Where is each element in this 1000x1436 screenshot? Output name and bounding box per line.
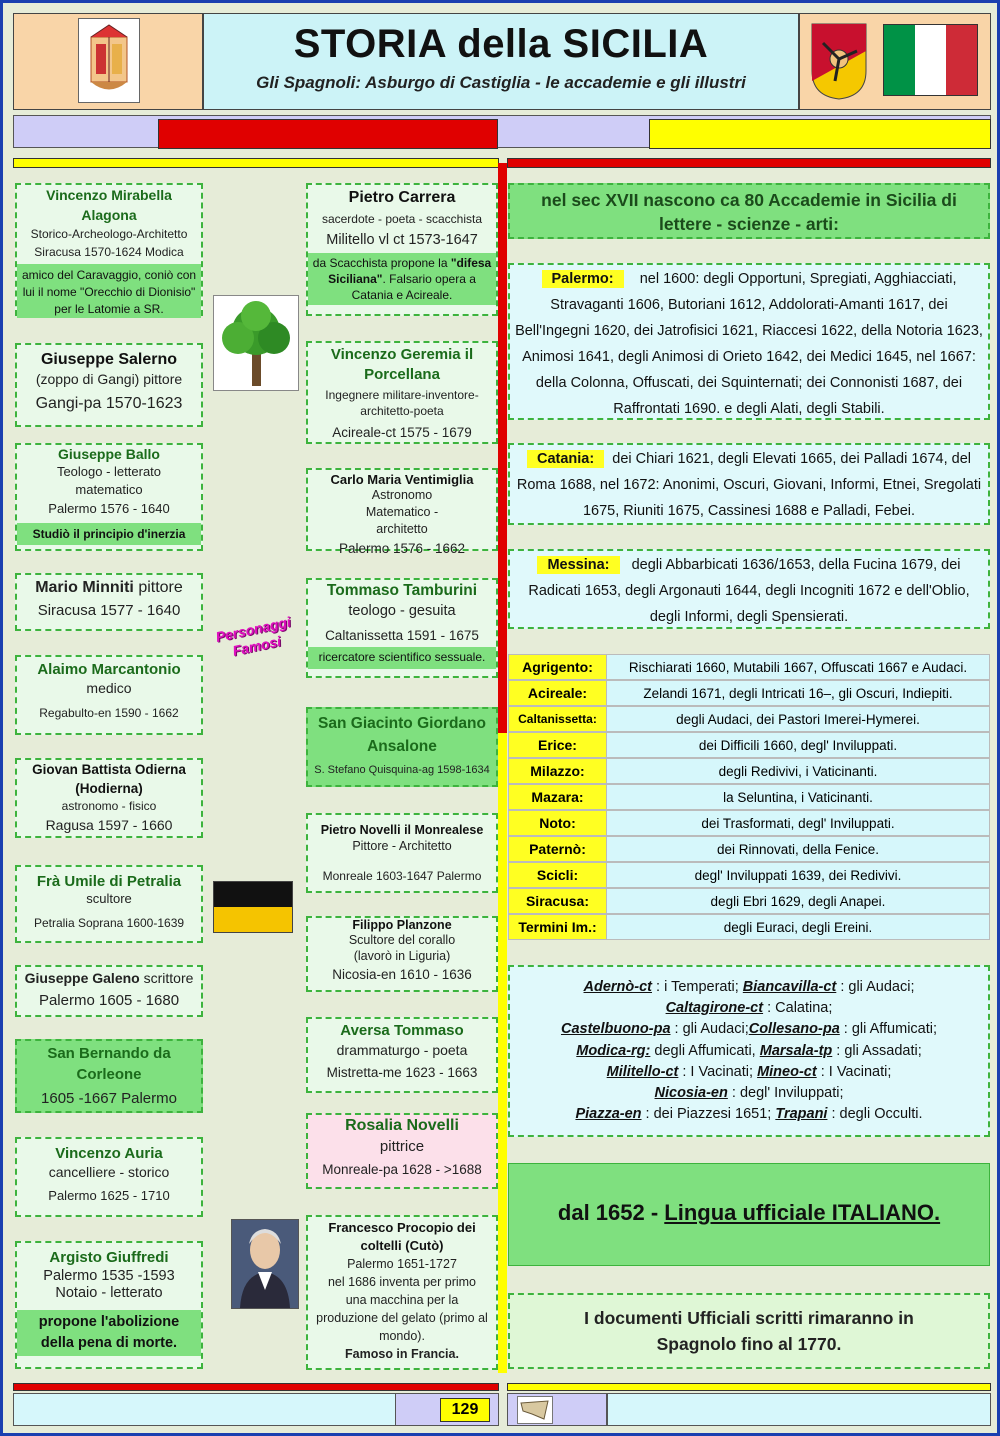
city-row — [508, 706, 990, 732]
decor-rule-right — [507, 158, 991, 168]
person-name: Mario Minniti — [35, 579, 134, 596]
town-accademie: : gli Assadati; — [832, 1042, 922, 1059]
city-accademie: la Seluntina, i Vaticinanti. — [607, 785, 989, 809]
person-dates: Palermo 1605 - 1680 — [38, 992, 180, 1009]
person-role: Astronomo Matematico - architetto — [365, 488, 439, 536]
person-role: Storico-Archeologo-Architetto — [30, 227, 188, 241]
person-card-salerno — [15, 343, 203, 427]
decor-divider-lower — [498, 733, 507, 1373]
town-name: Biancavilla-ct — [742, 979, 837, 995]
person-role: scultore — [86, 891, 132, 906]
city-name: Agrigento: — [509, 655, 607, 679]
city-accademie: dei Difficili 1660, degl' Inviluppati. — [607, 733, 989, 757]
towns-line — [510, 1062, 988, 1083]
person-card-carrera — [306, 183, 498, 316]
person-line — [17, 579, 201, 597]
person-dates: Acireale-ct 1575 - 1679 — [332, 425, 472, 440]
person-role: teologo - gesuita — [348, 603, 456, 619]
town-name: Caltagirone-ct — [665, 1000, 764, 1017]
town-accademie: : gli Affumicati; — [839, 1021, 938, 1038]
towns-line — [510, 977, 988, 998]
person-role: scrittore — [143, 970, 194, 986]
person-name: Pietro Novelli il Monrealese — [320, 823, 484, 837]
decor-yellow-block — [649, 119, 991, 149]
city-accademie: degli Redivivi, i Vaticinanti. — [607, 759, 989, 783]
footer-rule-right — [507, 1383, 991, 1391]
person-dates: Palermo 1576 - 1662 — [338, 541, 466, 556]
person-note: ricercatore scientifico sessuale. — [308, 647, 496, 669]
person-role: cancelliere - storico — [48, 1164, 170, 1180]
person-note — [308, 253, 496, 305]
town-name: Trapani — [775, 1106, 828, 1123]
town-accademie: : gli Audaci; — [836, 979, 915, 995]
person-card-ansalone — [306, 707, 498, 787]
messina-label: Messina: — [537, 556, 619, 574]
person-card-giuffredi — [15, 1241, 203, 1369]
person-card-procopio — [306, 1215, 498, 1370]
messina-box — [508, 549, 990, 629]
person-name: Giuseppe Salerno — [40, 351, 178, 368]
person-card-novelli — [306, 813, 498, 893]
city-accademie: degl' Inviluppati 1639, dei Redivivi. — [607, 863, 989, 887]
person-role: Pittore - Architetto — [352, 839, 452, 853]
city-row — [508, 862, 990, 888]
town-accademie: : I Vacinati; — [816, 1063, 892, 1080]
person-note: propone l'abolizione della pena di morte. — [17, 1310, 201, 1356]
person-role: pittrice — [379, 1138, 425, 1155]
person-name: San Giacinto Giordano Ansalone — [318, 715, 486, 755]
person-dates: Petralia Soprana 1600-1639 — [33, 916, 185, 930]
person-name: Rosalia Novelli — [345, 1117, 459, 1134]
person-name: Pietro Carrera — [348, 189, 456, 206]
person-dates: 1605 -1667 Palermo — [41, 1090, 177, 1107]
towns-line — [510, 1041, 988, 1062]
city-name: Acireale: — [509, 681, 607, 705]
catania-box — [508, 443, 990, 525]
city-name: Siracusa: — [509, 889, 607, 913]
documenti-box — [508, 1293, 990, 1369]
person-dates: Gangi-pa 1570-1623 — [35, 395, 183, 412]
town-accademie: : degli Occulti. — [827, 1106, 923, 1123]
city-row — [508, 758, 990, 784]
person-card-auria — [15, 1137, 203, 1217]
towns-line — [510, 1019, 988, 1040]
person-note: Studiò il principio d'inerzia — [17, 523, 201, 545]
person-card-odierna — [15, 758, 203, 838]
towns-line — [510, 1083, 988, 1104]
sicily-map-icon — [517, 1396, 553, 1424]
person-desc: nel 1686 inventa per primo una macchina per la produzione del gelato (primo al mondo). — [316, 1275, 488, 1343]
person-note: Famoso in Francia. — [345, 1347, 459, 1361]
town-name: Castelbuono-pa — [560, 1021, 671, 1038]
lingua-line — [509, 1198, 989, 1228]
messina-text: degli Abbarbicati 1636/1653, della Fucina 1679, dei Radicati 1653, degli Argonauti 1644, degli Incogniti 1672 e dell'Oblio, degli Informi, degli Spensierati. — [528, 557, 970, 625]
person-dates: Siracusa 1577 - 1640 — [37, 602, 181, 619]
town-accademie: : gli Audaci; — [670, 1021, 749, 1038]
footer-bar-right — [607, 1393, 991, 1426]
person-name: San Bernando da Corleone — [47, 1045, 171, 1083]
lingua-prefix: dal 1652 - — [557, 1200, 665, 1225]
town-accademie: : I Vacinati; — [678, 1063, 758, 1080]
person-name: Francesco Procopio dei coltelli (Cutò) — [328, 1220, 476, 1253]
person-role: Scultore del corallo (lavorò in Liguria) — [348, 933, 456, 963]
person-card-bernardo — [15, 1039, 203, 1113]
person-dates: Palermo 1651-1727 — [347, 1257, 457, 1271]
city-accademie: dei Rinnovati, della Fenice. — [607, 837, 989, 861]
city-row — [508, 810, 990, 836]
person-name: Giuseppe Galeno — [24, 970, 140, 986]
italian-flag-icon — [883, 24, 978, 96]
person-role: medico — [86, 680, 132, 696]
city-row — [508, 914, 990, 940]
accademie-heading-box — [508, 183, 990, 239]
person-role: (zoppo di Gangi) pittore — [35, 371, 183, 387]
person-name: Argisto Giuffredi — [49, 1249, 169, 1266]
city-name: Paternò: — [509, 837, 607, 861]
person-dates: Ragusa 1597 - 1660 — [45, 817, 173, 833]
catania-label: Catania: — [527, 450, 604, 468]
page-number: 129 — [440, 1398, 490, 1422]
catania-text: dei Chiari 1621, degli Elevati 1665, dei Palladi 1674, del Roma 1688, nel 1672: Anonimi, Oscuri, Giovani, Informi, Etnei, Sregolati 1675, Riuniti 1675, Cassinesi 1688 e Palladi, Febei. — [516, 451, 982, 519]
town-name: Militello-ct — [606, 1063, 679, 1080]
decor-divider-upper — [498, 163, 507, 733]
person-role: pittore — [138, 579, 183, 596]
person-dates: Monreale 1603-1647 Palermo — [322, 869, 482, 883]
person-name: Carlo Maria Ventimiglia — [330, 472, 474, 487]
person-dates: Palermo 1535 -1593 — [43, 1268, 175, 1284]
towns-box — [508, 965, 990, 1137]
title-box — [203, 13, 799, 110]
towns-line — [510, 998, 988, 1019]
person-dates: Nicosia-en 1610 - 1636 — [332, 967, 472, 982]
accademie-heading: nel sec XVII nascono ca 80 Accademie in Sicilia di lettere - scienze - arti: — [541, 190, 957, 234]
person-role: astronomo - fisico — [61, 799, 157, 813]
person-note-c: . Falsario opera a Catania e Acireale. — [351, 272, 476, 302]
person-dates: S. Stefano Quisquina-ag 1598-1634 — [314, 764, 490, 776]
person-dates: Militello vl ct 1573-1647 — [326, 232, 478, 248]
person-card-mirabella — [15, 183, 203, 316]
person-role: Teologo - letterato matematico — [56, 464, 162, 497]
person-role: Notaio - letterato — [55, 1285, 163, 1301]
person-name: Giuseppe Ballo — [58, 446, 160, 462]
person-dates: Caltanissetta 1591 - 1675 — [325, 628, 479, 643]
person-card-geremia — [306, 341, 498, 444]
person-name: Giovan Battista Odierna (Hodierna) — [32, 762, 186, 796]
city-accademie: Zelandi 1671, degli Intricati 16–, gli Oscuri, Indiepiti. — [607, 681, 989, 705]
lingua-text: Lingua ufficiale ITALIANO. — [664, 1200, 941, 1225]
person-line — [17, 970, 201, 986]
person-card-rosalia — [306, 1113, 498, 1189]
person-dates: Regabulto-en 1590 - 1662 — [39, 706, 179, 720]
person-name: Vincenzo Auria — [55, 1145, 163, 1162]
person-card-galeno — [15, 965, 203, 1017]
city-accademie: degli Audaci, dei Pastori Imerei-Hymerei. — [607, 707, 989, 731]
person-role: drammaturgo - poeta — [336, 1042, 468, 1058]
person-note: amico del Caravaggio, coniò con lui il nome "Orecchio di Dionisio" per le Latomie a SR. — [17, 264, 201, 318]
person-card-aversa — [306, 1017, 498, 1093]
town-accademie: : i Temperati; — [652, 979, 743, 995]
documenti-text: I documenti Ufficiali scritti rimaranno in Spagnolo fino al 1770. — [584, 1308, 914, 1354]
person-card-planzone — [306, 916, 498, 992]
portrait-image — [231, 1219, 299, 1309]
person-name: Filippo Planzone — [352, 918, 452, 932]
city-row — [508, 836, 990, 862]
person-name: Aversa Tommaso — [340, 1022, 464, 1039]
person-card-tamburini — [306, 578, 498, 678]
town-accademie: : dei Piazzesi 1651; — [641, 1106, 776, 1123]
person-note-a: da Scacchista propone la — [312, 256, 451, 270]
town-name: Marsala-tp — [759, 1042, 833, 1059]
city-name: Termini Im.: — [509, 915, 607, 939]
person-dates: Monreale-pa 1628 - >1688 — [322, 1162, 482, 1177]
page-title: STORIA della SICILIA — [293, 22, 709, 66]
city-accademie: Rischiarati 1660, Mutabili 1667, Offuscati 1667 e Audaci. — [607, 655, 989, 679]
page-subtitle: Gli Spagnoli: Asburgo di Castiglia - le accademie e gli illustri — [256, 73, 746, 92]
person-card-marcantonio — [15, 655, 203, 735]
decor-red-block — [158, 119, 498, 149]
town-name: Mineo-ct — [757, 1063, 817, 1080]
town-name: Nicosia-en — [654, 1085, 728, 1102]
coat-of-arms-icon — [78, 18, 140, 103]
person-card-petralia — [15, 865, 203, 943]
footer-rule-left — [13, 1383, 499, 1391]
city-name: Milazzo: — [509, 759, 607, 783]
palermo-text: nel 1600: degli Opportuni, Spregiati, Agghiacciati, Stravaganti 1606, Butoriani 1612, Addolorati-Amanti 1617, dei Bell'Ingegni 1620, dei Jatrofisici 1621, Riaccesi 1622, della Notoria 1623, Animosi 1641, degli Animosi di Orieto 1642, dei Medici 1645, nel 1667: della Colonna, Offuscati, dei Squinternati; dei Connonisti 1687, dei Raffrontati 1690. e degli Alati, degli Stabili. — [515, 271, 983, 417]
person-card-ballo — [15, 443, 203, 551]
person-dates: Palermo 1625 - 1710 — [48, 1188, 170, 1203]
person-dates: Palermo 1576 - 1640 — [48, 501, 170, 516]
city-name: Caltanissetta: — [509, 707, 607, 731]
person-name: Frà Umile di Petralia — [36, 873, 182, 890]
palermo-box — [508, 263, 990, 420]
person-dates: Siracusa 1570-1624 Modica — [34, 245, 184, 259]
town-accademie: : degl' Inviluppati; — [727, 1085, 844, 1102]
town-accademie: degli Affumicati, — [650, 1042, 760, 1059]
person-name: Tommaso Tamburini — [326, 582, 478, 599]
personaggi-famosi-stamp: Personaggi Famosi — [214, 613, 293, 659]
trinacria-flag-icon — [809, 21, 869, 101]
city-accademie: degli Ebri 1629, degli Anapei. — [607, 889, 989, 913]
town-accademie: : Calatina; — [763, 1000, 833, 1017]
palermo-label: Palermo: — [542, 270, 624, 288]
person-note-b: "difesa Siciliana" — [328, 256, 492, 286]
city-name: Mazara: — [509, 785, 607, 809]
person-name: Vincenzo Mirabella Alagona — [46, 187, 172, 223]
person-card-minniti — [15, 573, 203, 631]
city-row — [508, 784, 990, 810]
lingua-box — [508, 1163, 990, 1266]
person-card-ventimiglia — [306, 468, 498, 556]
city-row — [508, 680, 990, 706]
city-row — [508, 654, 990, 680]
person-role: Ingegnere militare-inventore-architetto-poeta — [325, 388, 479, 418]
city-accademie: degli Euraci, degli Ereini. — [607, 915, 989, 939]
towns-line — [510, 1104, 988, 1125]
city-name: Noto: — [509, 811, 607, 835]
city-name: Scicli: — [509, 863, 607, 887]
town-name: Adernò-ct — [583, 979, 652, 995]
city-row — [508, 732, 990, 758]
tree-icon — [213, 295, 299, 391]
city-accademie: dei Trasformati, degl' Inviluppati. — [607, 811, 989, 835]
person-name: Alaimo Marcantonio — [37, 661, 181, 678]
decor-rule-left — [13, 158, 499, 168]
town-name: Collesano-pa — [748, 1021, 840, 1038]
city-name: Erice: — [509, 733, 607, 757]
city-row — [508, 888, 990, 914]
person-role: sacerdote - poeta - scacchista — [321, 212, 483, 226]
town-name: Modica-rg: — [576, 1042, 651, 1059]
person-name: Vincenzo Geremia il Porcellana — [330, 346, 474, 383]
person-dates: Mistretta-me 1623 - 1663 — [326, 1065, 478, 1080]
town-name: Piazza-en — [575, 1106, 642, 1123]
habsburg-flag-icon — [213, 881, 293, 933]
